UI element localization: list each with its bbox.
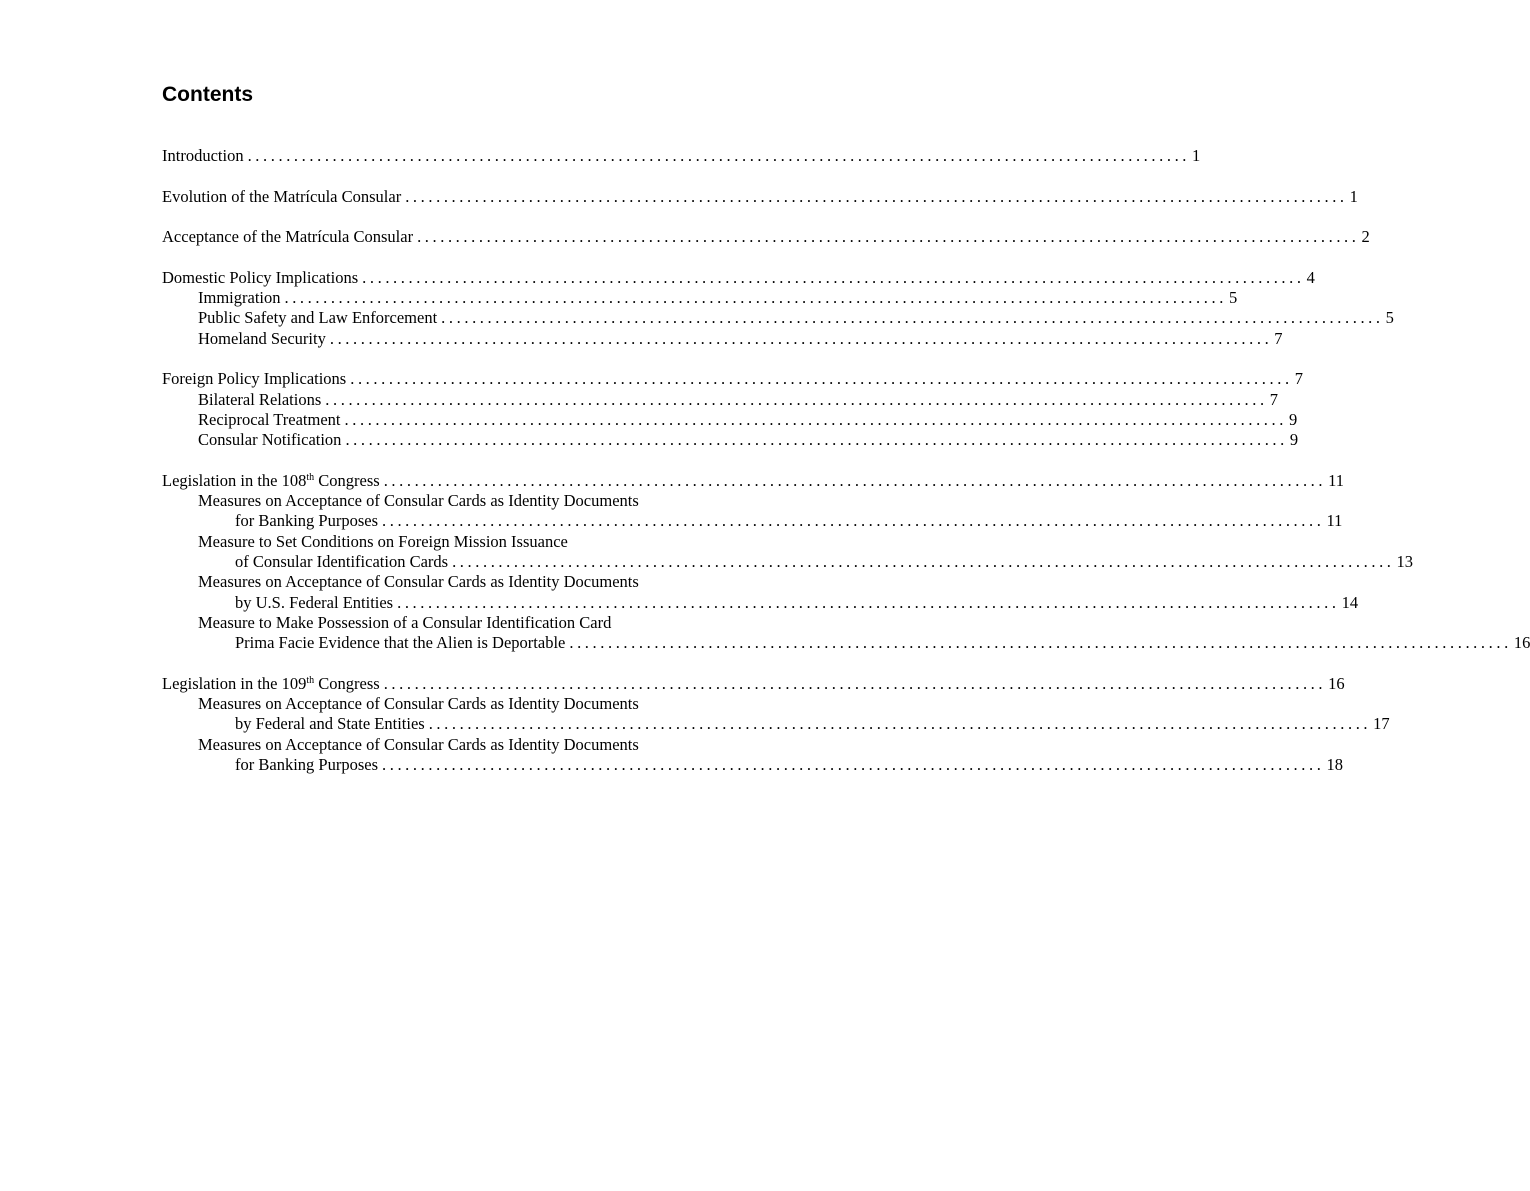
toc-section-evolution [162, 186, 1358, 207]
dot-leader: .......................................................................................................................... [284, 288, 1227, 308]
toc-page-number: 1 [1192, 146, 1201, 165]
dot-leader: .......................................................................................................................... [417, 227, 1360, 247]
dot-leader: .......................................................................................................................... [452, 551, 1395, 571]
toc-entry-title: Reciprocal Treatment [198, 409, 341, 429]
toc-page-number: 14 [1341, 592, 1359, 612]
toc-entry[interactable] [162, 186, 1358, 207]
toc-subentry[interactable] [162, 409, 1298, 430]
dot-leader: .......................................................................................................................... [382, 754, 1325, 774]
title-prefix: Legislation in the 109 [162, 673, 307, 693]
toc-entry-title [162, 674, 380, 694]
page-title: Contents [162, 83, 253, 106]
toc-page-number: 9 [1289, 430, 1299, 450]
toc-entry[interactable] [162, 227, 1370, 247]
toc-entry[interactable] [162, 673, 1345, 694]
toc-subentry-continuation[interactable] [162, 754, 1343, 775]
toc-entry-title: Prima Facie Evidence that the Alien is Deportable [235, 633, 566, 653]
dot-leader: .......................................................................................................................... [569, 633, 1512, 653]
title-prefix: Legislation in the 108 [162, 470, 307, 490]
toc-entry-title: Measure to Set Conditions on Foreign Mission Issuance [198, 531, 568, 551]
toc-section-introduction [162, 146, 1201, 166]
ordinal-superscript: th [306, 471, 315, 483]
toc-page-number: 5 [1385, 308, 1394, 328]
dot-leader: .......................................................................................................................... [329, 328, 1273, 348]
toc-section-domestic [162, 267, 1394, 349]
toc-entry-title: for Banking Purposes [235, 754, 378, 774]
toc-subentry-first-line[interactable] [162, 613, 758, 633]
toc-subentry[interactable] [162, 430, 1299, 450]
table-of-contents [162, 146, 1530, 796]
toc-page-number: 16 [1328, 673, 1345, 693]
toc-entry-title: for Banking Purposes [235, 511, 378, 531]
dot-leader: .......................................................................................................................... [325, 389, 1268, 409]
toc-page-number: 11 [1328, 470, 1345, 490]
toc-entry-title: Bilateral Relations [198, 389, 322, 409]
toc-entry-title: Measures on Acceptance of Consular Cards as Identity Documents [198, 734, 639, 754]
toc-page-number: 11 [1326, 511, 1343, 531]
toc-section-legislation-109 [162, 673, 1390, 775]
ordinal-superscript: th [306, 674, 315, 686]
toc-entry-title: by Federal and State Entities [235, 714, 425, 734]
toc-subentry-continuation[interactable] [162, 633, 1530, 653]
toc-entry[interactable] [162, 470, 1345, 491]
dot-leader: .......................................................................................................................... [441, 308, 1384, 328]
dot-leader: .......................................................................................................................... [428, 714, 1372, 734]
toc-subentry-first-line[interactable] [162, 694, 758, 714]
toc-entry-title: Homeland Security [198, 328, 326, 348]
toc-entry-title: Measures on Acceptance of Consular Cards as Identity Documents [198, 694, 639, 714]
toc-entry-title: Consular Notification [198, 430, 342, 450]
toc-entry-title: Public Safety and Law Enforcement [198, 308, 438, 328]
title-suffix: Congress [314, 470, 380, 490]
dot-leader: .......................................................................................................................... [397, 592, 1340, 612]
toc-page-number: 7 [1294, 369, 1303, 389]
toc-page-number: 4 [1306, 267, 1315, 287]
toc-subentry-first-line[interactable] [162, 491, 758, 511]
toc-entry-title: Introduction [162, 146, 244, 165]
toc-entry-title: Acceptance of the Matrícula Consular [162, 227, 414, 247]
toc-page-number: 9 [1288, 409, 1298, 429]
toc-page-number: 13 [1396, 551, 1414, 571]
dot-leader: .......................................................................................................................... [247, 146, 1191, 165]
dot-leader: .......................................................................................................................... [382, 511, 1325, 531]
dot-leader: .......................................................................................................................... [362, 267, 1305, 287]
toc-entry-title: Domestic Policy Implications [162, 267, 359, 287]
toc-page-number: 2 [1361, 227, 1370, 247]
title-suffix: Congress [314, 673, 380, 693]
toc-entry[interactable] [162, 146, 1201, 166]
toc-entry-title: Measure to Make Possession of a Consular Identification Card [198, 612, 612, 632]
toc-entry-title: Immigration [198, 288, 281, 308]
dot-leader: .......................................................................................................................... [345, 430, 1288, 450]
toc-entry-title: Measures on Acceptance of Consular Cards as Identity Documents [198, 491, 639, 511]
toc-entry-title: Evolution of the Matrícula Consular [162, 186, 402, 206]
toc-page-number: 17 [1373, 714, 1390, 734]
toc-subentry-first-line[interactable] [162, 572, 758, 592]
toc-subentry[interactable] [162, 389, 1278, 410]
toc-subentry-first-line[interactable] [162, 532, 758, 552]
toc-entry-title: Measures on Acceptance of Consular Cards as Identity Documents [198, 572, 639, 592]
toc-entry-title: of Consular Identification Cards [235, 551, 449, 571]
dot-leader: .......................................................................................................................... [383, 470, 1327, 490]
toc-subentry-continuation[interactable] [162, 714, 1390, 734]
toc-page-number: 5 [1228, 288, 1238, 308]
dot-leader: .......................................................................................................................... [405, 186, 1348, 206]
toc-subentry-continuation[interactable] [162, 511, 1343, 531]
toc-entry-title: by U.S. Federal Entities [235, 592, 394, 612]
toc-page-number: 16 [1513, 633, 1530, 653]
dot-leader: .......................................................................................................................... [344, 409, 1287, 429]
toc-entry[interactable] [162, 267, 1315, 288]
toc-page-number: 1 [1349, 186, 1358, 206]
toc-section-foreign [162, 369, 1303, 450]
toc-subentry-first-line[interactable] [162, 735, 758, 755]
toc-section-legislation-108 [162, 470, 1530, 654]
dot-leader: .......................................................................................................................... [350, 369, 1293, 389]
toc-section-acceptance [162, 227, 1370, 247]
toc-subentry[interactable] [162, 328, 1283, 349]
toc-page-number: 7 [1274, 328, 1283, 348]
toc-entry-title [162, 471, 380, 491]
toc-subentry[interactable] [162, 308, 1394, 328]
toc-page-number: 18 [1326, 754, 1343, 774]
toc-page-number: 7 [1269, 389, 1278, 409]
toc-entry-title: Foreign Policy Implications [162, 369, 347, 389]
toc-subentry-continuation[interactable] [162, 592, 1359, 613]
toc-entry[interactable] [162, 369, 1303, 389]
toc-subentry[interactable] [162, 288, 1238, 308]
toc-subentry-continuation[interactable] [162, 551, 1414, 572]
dot-leader: .......................................................................................................................... [383, 673, 1327, 693]
